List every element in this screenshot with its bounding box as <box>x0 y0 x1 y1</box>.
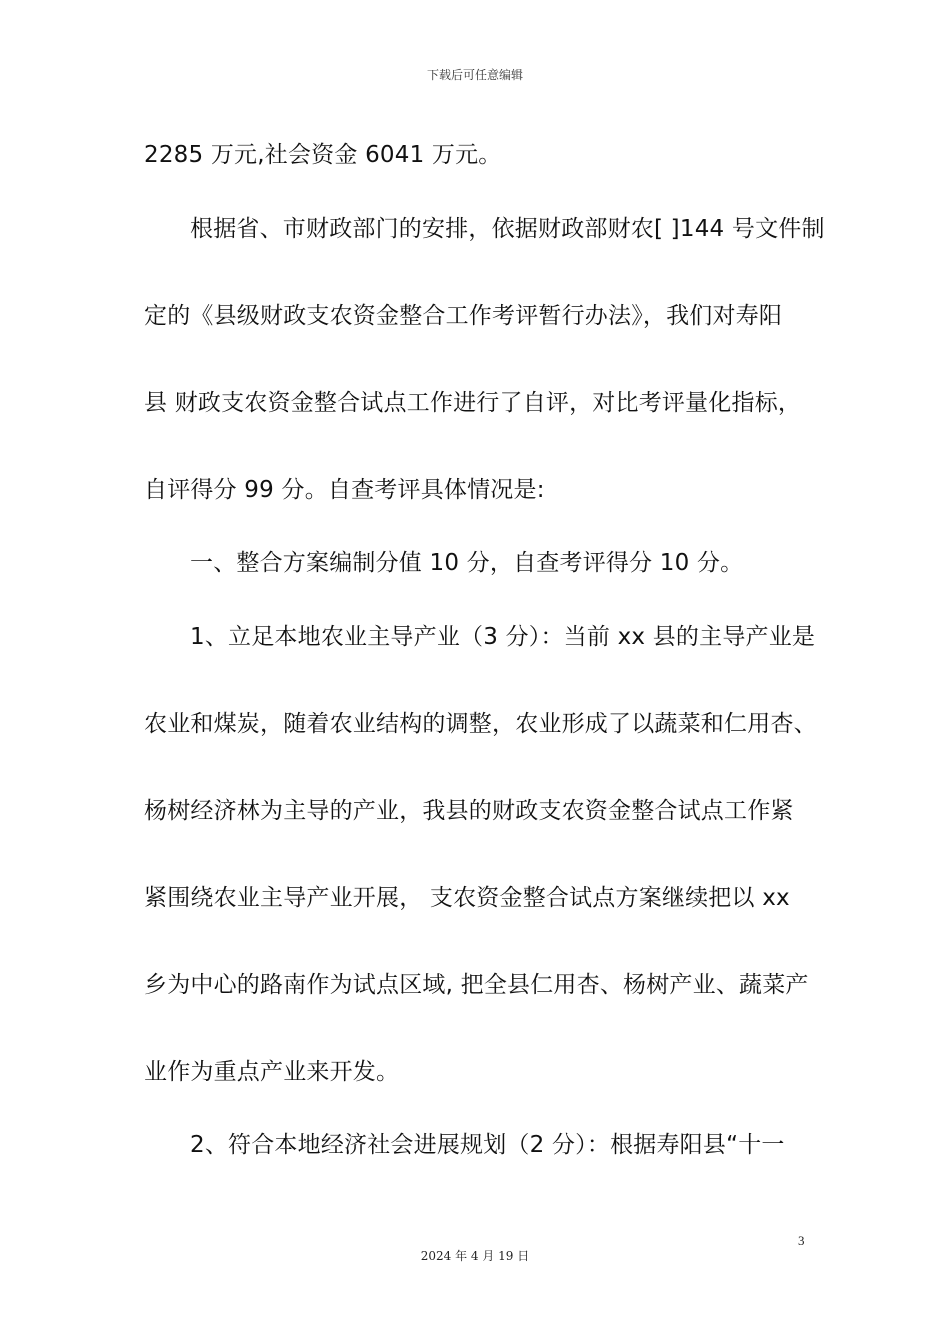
body-line-8: 农业和煤炭，随着农业结构的调整，农业形成了以蔬菜和仁用杏、 <box>144 711 817 737</box>
body-line-4: 县 财政支农资金整合试点工作进行了自评，对比考评量化指标， <box>144 390 802 416</box>
body-line-5: 自评得分 99 分。自查考评具体情况是: <box>144 477 545 503</box>
page-number: 3 <box>798 1233 805 1248</box>
body-line-7: 1、立足本地农业主导产业（3 分）：当前 xx 县的主导产业是 <box>190 624 816 650</box>
body-line-11: 乡为中心的路南作为试点区域, 把全县仁用杏、杨树产业、蔬菜产 <box>144 972 809 998</box>
page-header: 下载后可任意编辑 <box>426 68 523 82</box>
body-line-10: 紧围绕农业主导产业开展， 支农资金整合试点方案继续把以 xx <box>144 885 790 911</box>
body-line-2: 根据省、市财政部门的安排，依据财政部财农[ ]144 号文件制 <box>190 216 825 242</box>
body-line-3: 定的《县级财政支农资金整合工作考评暂行办法》，我们对寿阳 <box>144 303 783 329</box>
body-line-12: 业作为重点产业来开发。 <box>144 1059 400 1085</box>
body-line-6: 一、整合方案编制分值 10 分，自查考评得分 10 分。 <box>190 550 744 576</box>
footer-date: 2024 年 4 月 19 日 <box>420 1249 530 1263</box>
body-line-1: 2285 万元,社会资金 6041 万元。 <box>144 142 502 168</box>
body-line-9: 杨树经济林为主导的产业，我县的财政支农资金整合试点工作紧 <box>144 798 794 824</box>
body-line-13: 2、符合本地经济社会进展规划（2 分）：根据寿阳县“十一 <box>190 1132 785 1158</box>
